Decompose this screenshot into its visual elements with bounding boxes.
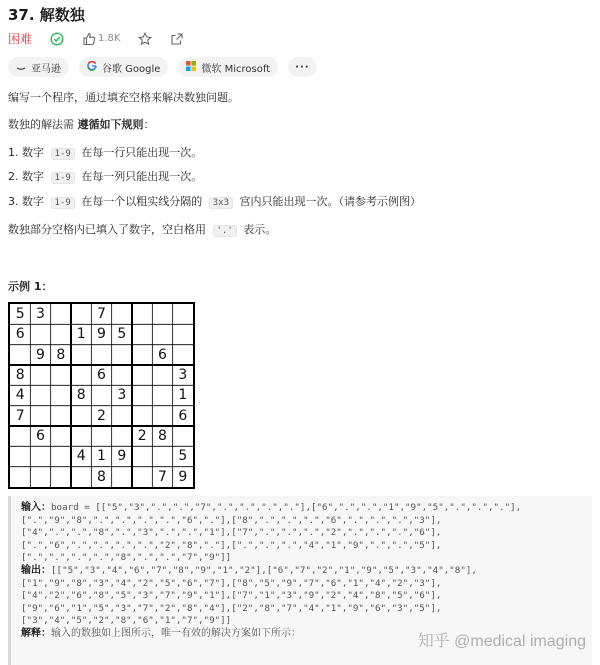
sudoku-cell xyxy=(152,446,172,466)
sudoku-cell xyxy=(132,345,152,365)
code-text: ["3","4","5","2","8","6","1","7","9"]] xyxy=(21,615,232,627)
inline-code: 1-9 xyxy=(51,172,75,184)
sudoku-cell xyxy=(30,324,50,344)
sudoku-cell: 6 xyxy=(36,428,45,445)
sudoku-cell: 9 xyxy=(36,346,45,363)
tag-google[interactable] xyxy=(79,57,168,77)
sudoku-cell: 7 xyxy=(97,306,106,323)
sudoku-cell: 6 xyxy=(97,367,106,384)
sudoku-cell: 3 xyxy=(178,367,188,384)
code-line xyxy=(21,590,592,603)
code-text: [".","9","8",".",".",".",".","6","."],["8",".",".",".","6",".",".",".","3"], xyxy=(21,514,442,526)
problem-meta xyxy=(8,30,202,47)
sudoku-cell: 1 xyxy=(178,387,188,404)
code-line xyxy=(21,502,592,515)
sudoku-cell xyxy=(173,426,193,446)
code-line xyxy=(21,552,592,565)
microsoft-icon xyxy=(186,61,196,74)
code-line xyxy=(21,527,592,540)
sudoku-cell xyxy=(112,365,132,385)
code-label: 输入： xyxy=(21,502,51,513)
code-line xyxy=(21,615,592,628)
sudoku-cell xyxy=(30,385,50,405)
sudoku-cell xyxy=(30,467,50,487)
tag-amazon[interactable] xyxy=(8,57,69,77)
amazon-icon xyxy=(16,61,26,74)
sudoku-cell: 4 xyxy=(76,448,86,465)
sudoku-cell xyxy=(112,406,132,426)
like-button[interactable] xyxy=(82,32,120,46)
explanation-label: 解释： xyxy=(21,627,51,639)
tag-microsoft[interactable] xyxy=(178,57,278,77)
star-icon[interactable] xyxy=(138,32,152,46)
problem-title: 37. 解数独 xyxy=(8,6,85,24)
code-line xyxy=(21,565,592,578)
code-text: ["4",".",".","8",".","3",".",".","1"],["7",".",".",".","2",".",".",".","6"], xyxy=(21,527,442,539)
sudoku-cell xyxy=(51,406,71,426)
sudoku-cell xyxy=(173,324,193,344)
sudoku-cell: 2 xyxy=(137,428,147,445)
sudoku-cell xyxy=(132,304,152,324)
sudoku-cell: 8 xyxy=(97,468,106,485)
sudoku-cell xyxy=(30,406,50,426)
inline-code: 3x3 xyxy=(209,197,233,209)
sudoku-cell xyxy=(152,324,172,344)
sudoku-cell xyxy=(132,446,152,466)
inline-code: 1-9 xyxy=(51,148,75,160)
blank-note: 数独部分空格内已填入了数字，空白格用 '.' 表示。 xyxy=(8,223,277,236)
sudoku-cell: 7 xyxy=(158,468,167,485)
sudoku-cell: 8 xyxy=(56,346,66,363)
sudoku-board xyxy=(8,302,195,489)
sudoku-cell xyxy=(10,467,30,487)
more-tags-button[interactable] xyxy=(288,57,316,77)
code-text: ["9","6","1","5","3","7","2","8","4"],["2","8","7","4","1","9","6","3","5"], xyxy=(21,602,442,614)
sudoku-cell: 2 xyxy=(97,407,106,424)
sudoku-cell xyxy=(51,385,71,405)
example-title: 示例 1： xyxy=(8,280,53,293)
inline-code: 1-9 xyxy=(51,197,75,209)
sudoku-cell xyxy=(112,426,132,446)
code-text: ["4","2","6","8","5","3","7","9","1"],["7","1","3","9","2","4","8","5","6"], xyxy=(21,590,442,602)
sudoku-cell xyxy=(152,365,172,385)
sudoku-cell: 5 xyxy=(178,448,188,465)
tag-label: 微软 Microsoft xyxy=(201,63,271,75)
sudoku-cell xyxy=(51,426,71,446)
code-line xyxy=(21,578,592,591)
code-text: board = [["5","3",".",".","7",".",".",".","."],["6",".",".","1","9","5",".",".","."], xyxy=(51,502,522,513)
sudoku-cell: 5 xyxy=(117,326,127,343)
sudoku-cell xyxy=(132,324,152,344)
sudoku-cell xyxy=(51,446,71,466)
code-label: 输出： xyxy=(21,564,51,576)
sudoku-cell xyxy=(71,467,91,487)
sudoku-cell: 6 xyxy=(178,407,188,424)
sudoku-cell: 3 xyxy=(36,306,45,323)
code-text: [".","6",".",".",".",".","2","8","."],[".",".",".","4","1","9",".",".","5"], xyxy=(21,539,442,551)
code-line xyxy=(21,540,592,553)
more-icon: ··· xyxy=(295,61,310,73)
sudoku-cell xyxy=(51,304,71,324)
explanation-text: 输入的数独如上图所示，唯一有效的解决方案如下所示： xyxy=(51,627,301,639)
sudoku-cell: 6 xyxy=(158,346,167,363)
sudoku-cell xyxy=(132,385,152,405)
sudoku-cell xyxy=(91,345,111,365)
watermark: 知乎 @medical imaging xyxy=(417,633,586,650)
sudoku-cell xyxy=(10,345,30,365)
tag-label: 亚马逊 xyxy=(31,63,61,75)
sudoku-cell xyxy=(30,446,50,466)
like-count: 1.8K xyxy=(98,33,121,44)
sudoku-cell xyxy=(71,345,91,365)
sudoku-cell: 6 xyxy=(15,326,25,343)
code-line xyxy=(21,603,592,616)
sudoku-cell xyxy=(91,385,111,405)
rule-2: 2. 数字 1-9 在每一列只能出现一次。 xyxy=(8,170,203,183)
sudoku-cell xyxy=(112,304,132,324)
sudoku-cell: 3 xyxy=(117,387,127,404)
sudoku-cell xyxy=(91,426,111,446)
sudoku-cell: 4 xyxy=(15,387,25,404)
sudoku-cell xyxy=(51,324,71,344)
sudoku-cell xyxy=(173,345,193,365)
sudoku-cell xyxy=(10,446,30,466)
sudoku-cell: 9 xyxy=(117,448,127,465)
google-icon xyxy=(87,61,97,74)
sudoku-cell xyxy=(71,406,91,426)
sudoku-cell: 1 xyxy=(97,448,106,465)
share-icon[interactable] xyxy=(170,32,184,46)
sudoku-cell: 8 xyxy=(76,387,86,404)
thumbs-up-icon xyxy=(82,32,96,46)
problem-intro: 编写一个程序，通过填充空格来解决数独问题。 xyxy=(8,91,239,104)
rules-heading: 数独的解法需 遵循如下规则： xyxy=(8,118,155,131)
sudoku-cell xyxy=(132,365,152,385)
sudoku-cell xyxy=(71,304,91,324)
sudoku-cell: 1 xyxy=(76,326,86,343)
code-text: [["5","3","4","6","7","8","9","1","2"],["6","7","2","1","9","5","3","4","8"], xyxy=(51,564,477,576)
difficulty-badge: 困难 xyxy=(8,32,33,46)
sudoku-cell xyxy=(71,365,91,385)
sudoku-cell: 8 xyxy=(15,367,25,384)
inline-code: '.' xyxy=(213,225,237,237)
solved-check-icon xyxy=(50,32,64,46)
code-text: [".",".",".",".","8",".",".","7","9"]] xyxy=(21,552,232,564)
sudoku-cell: 7 xyxy=(15,407,25,424)
sudoku-cell xyxy=(152,385,172,405)
sudoku-cell: 8 xyxy=(158,428,167,445)
sudoku-cell xyxy=(173,304,193,324)
sudoku-cell xyxy=(112,345,132,365)
sudoku-cell: 5 xyxy=(15,306,25,323)
rule-1: 1. 数字 1-9 在每一行只能出现一次。 xyxy=(8,146,203,159)
sudoku-cell xyxy=(51,467,71,487)
tag-label: 谷歌 Google xyxy=(102,63,161,75)
company-tags xyxy=(8,57,327,77)
sudoku-cell xyxy=(132,406,152,426)
sudoku-cell xyxy=(132,467,152,487)
sudoku-cell xyxy=(30,365,50,385)
code-text: ["1","9","8","3","4","2","5","6","7"],["8","5","9","7","6","1","4","2","3"], xyxy=(21,577,442,589)
sudoku-cell xyxy=(152,304,172,324)
sudoku-cell xyxy=(10,426,30,446)
sudoku-cell xyxy=(51,365,71,385)
sudoku-cell xyxy=(71,426,91,446)
sudoku-cell xyxy=(112,467,132,487)
sudoku-cell xyxy=(152,406,172,426)
sudoku-cell: 9 xyxy=(178,468,188,485)
rule-3: 3. 数字 1-9 在每一个以粗实线分隔的 3x3 宫内只能出现一次。（请参考示例图） xyxy=(8,195,422,208)
sudoku-cell: 9 xyxy=(97,326,106,343)
code-line xyxy=(21,515,592,528)
